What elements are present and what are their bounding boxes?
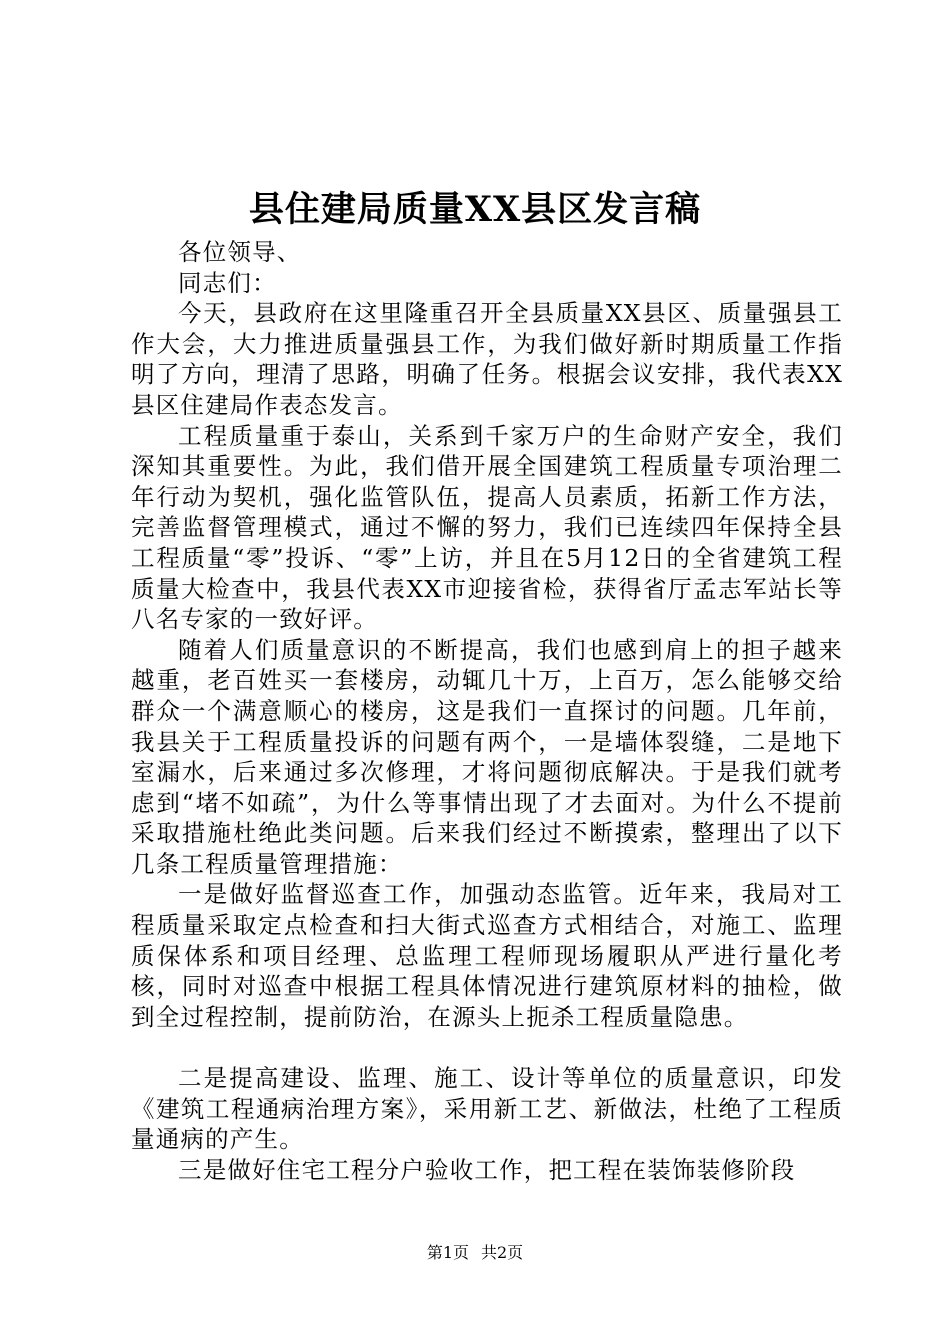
paragraph-background: 随着人们质量意识的不断提高，我们也感到肩上的担子越来越重，老百姓买一套楼房，动辄几十万，上百万，怎么能够交给群众一个满意顺心的楼房，这是我们一直探讨的问题。几年前，我县关于工程质量投诉的问题有两个，一是墙体裂缝，二是地下室漏水，后来通过多次修理，才将问题彻底解决。于是我们就考虑到“堵不如疏”，为什么等事情出现了才去面对。为什么不提前采取措施杜绝此类问题。后来我们经过不断摸索，整理出了以下几条工程质量管理措施： [131, 635, 843, 878]
paragraph-spacer [131, 1032, 843, 1063]
page-total: 共2页 [481, 1243, 524, 1262]
paragraph-measure-one: 一是做好监督巡查工作，加强动态监管。近年来，我局对工程质量采取定点检查和扫大街式巡查方式相结合，对施工、监理质保体系和项目经理、总监理工程师现场履职从严进行量化考核，同时对巡查中根据工程具体情况进行建筑原材料的抽检，做到全过程控制，提前防治，在源头上扼杀工程质量隐患。 [131, 880, 843, 1031]
page-number: 第1页 [426, 1243, 469, 1262]
document-body [131, 237, 843, 1185]
paragraph-importance: 工程质量重于泰山，关系到千家万户的生命财产安全，我们深知其重要性。为此，我们借开展全国建筑工程质量专项治理二年行动为契机，强化监管队伍，提高人员素质，拓新工作方法，完善监督管理模式，通过不懈的努力，我们已连续四年保持全县工程质量“零”投诉、“零”上访，并且在5月12日的全省建筑工程质量大检查中，我县代表XX市迎接省检，获得省厅孟志军站长等八名专家的一致好评。 [131, 421, 843, 634]
salutation-leaders: 各位领导、 [178, 238, 302, 266]
paragraph-opening: 今天，县政府在这里隆重召开全县质量XX县区、质量强县工作大会，大力推进质量强县工作，为我们做好新时期质量工作指明了方向，理清了思路，明确了任务。根据会议安排，我代表XX县区住建局作表态发言。 [131, 299, 843, 419]
paragraph-measure-two: 二是提高建设、监理、施工、设计等单位的质量意识，印发《建筑工程通病治理方案》，采用新工艺、新做法，杜绝了工程质量通病的产生。 [131, 1064, 843, 1154]
page-title: 县住建局质量XX县区发言稿 [248, 189, 702, 230]
page-footer [0, 1242, 950, 1264]
salutation-comrades: 同志们： [178, 268, 277, 297]
paragraph-measure-three: 三是做好住宅工程分户验收工作，把工程在装饰装修阶段 [178, 1155, 796, 1184]
